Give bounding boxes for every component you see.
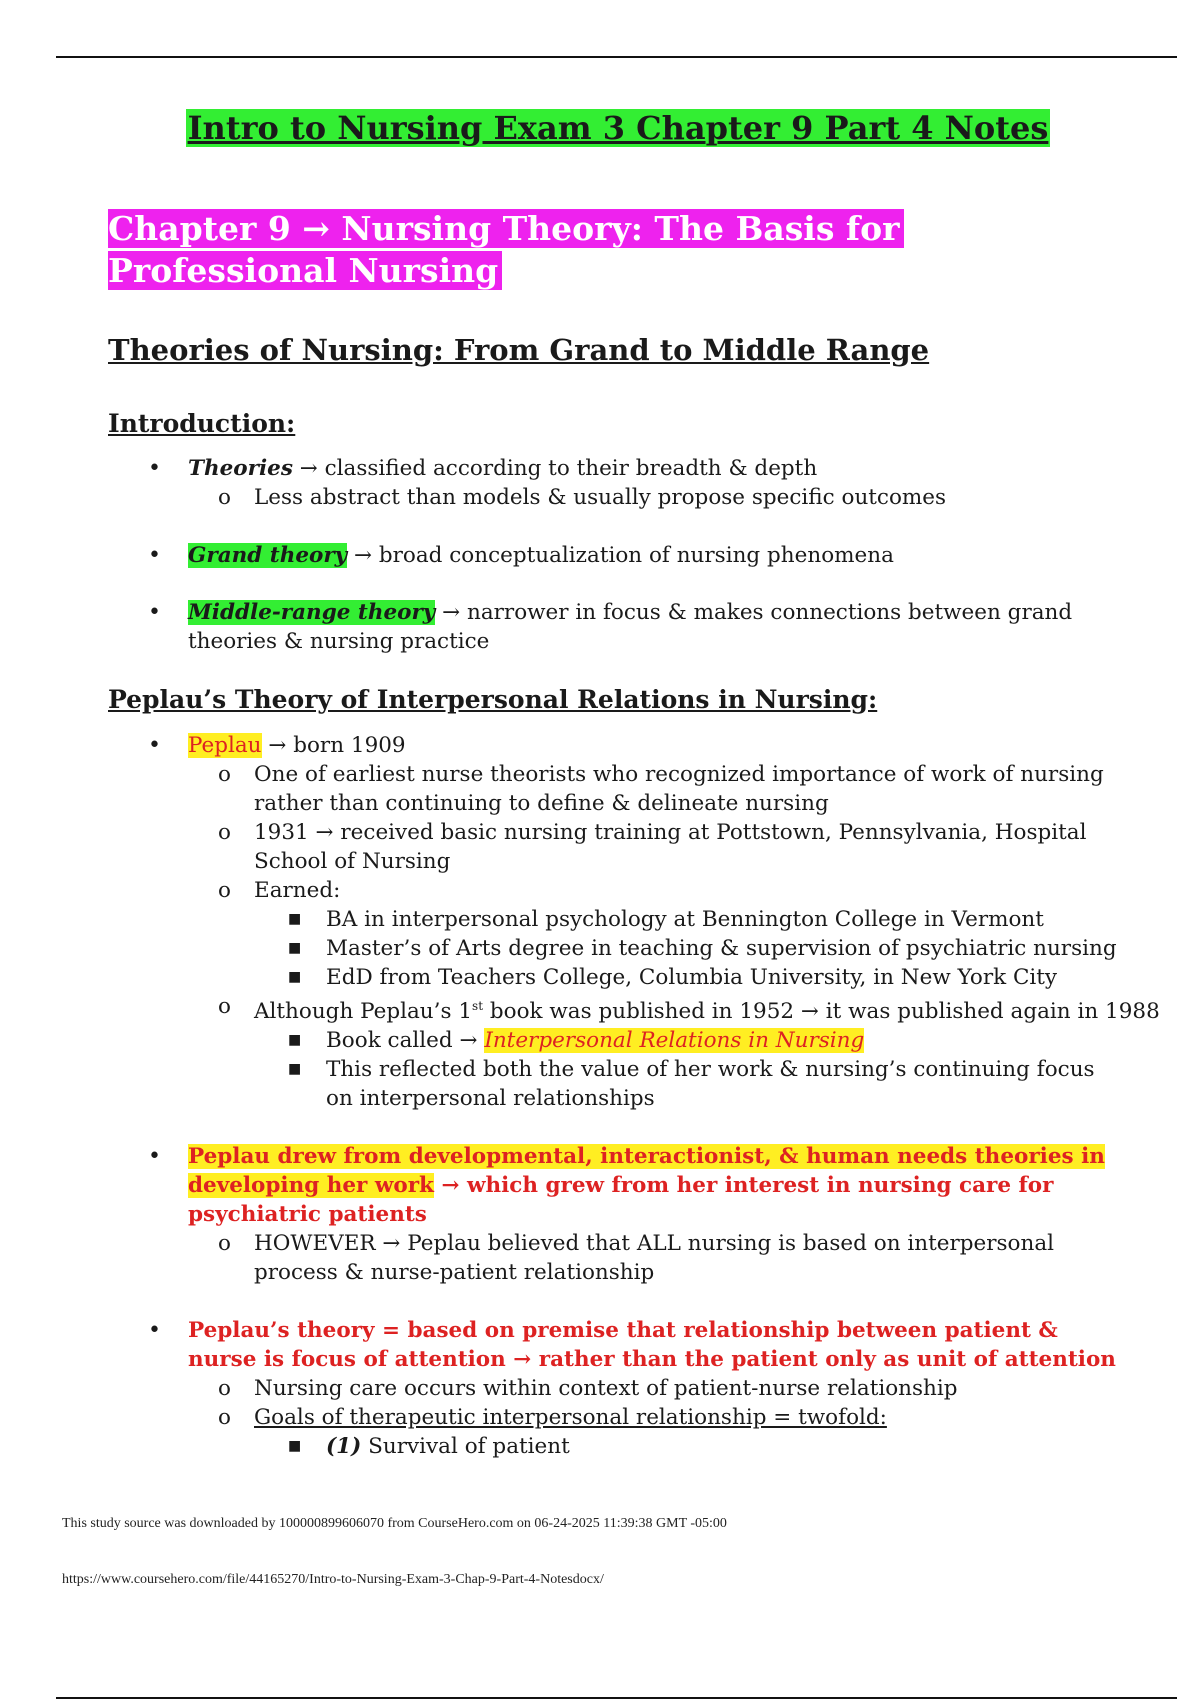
- peplau-premise: Peplau’s theory = based on premise that relationship between patient & nurse is focus of attention → rather than the patient only as unit of attention: [188, 1318, 1116, 1373]
- list-item: o One of earliest nurse theorists who recognized importance of work of nursing rather than continuing to define & delineate nursing: [218, 762, 1104, 816]
- square-bullet-icon: ■: [288, 1438, 302, 1455]
- list-item: ■ This reflected both the value of her work & nursing’s continuing focus on interpersonal relationships: [288, 1057, 1095, 1112]
- peplau-name: Peplau: [188, 733, 262, 758]
- introduction-list: [0, 454, 1200, 656]
- list-item: • Peplau → born 1909: [148, 733, 406, 758]
- square-bullet-icon: ■: [288, 969, 302, 985]
- square-bullet-icon: ■: [288, 911, 302, 927]
- list-item: • Middle-range theory → narrower in focus & makes connections between grand theories & nursing practice: [148, 600, 1073, 654]
- circle-bullet-icon: o: [218, 1231, 231, 1257]
- chapter-heading: Chapter 9 → Nursing Theory: The Basis for Professional Nursing: [108, 208, 1068, 292]
- square-bullet-icon: ■: [288, 1061, 302, 1078]
- circle-bullet-icon: o: [218, 485, 231, 510]
- square-bullet-icon: ■: [288, 1032, 302, 1049]
- document-title: Intro to Nursing Exam 3 Chapter 9 Part 4 Notes: [187, 109, 1049, 147]
- list-item: o Goals of therapeutic interpersonal relationship = twofold:: [218, 1405, 887, 1431]
- list-item: ■ (1) Survival of patient: [288, 1434, 570, 1460]
- theories-desc: → classified according to their breadth & depth: [299, 456, 818, 481]
- list-item: o Nursing care occurs within context of patient-nurse relationship: [218, 1376, 958, 1402]
- square-bullet-icon: ■: [288, 940, 302, 956]
- bullet-icon: •: [148, 543, 161, 568]
- peplau-heading: Peplau’s Theory of Interpersonal Relations in Nursing:: [108, 685, 878, 714]
- source-url[interactable]: https://www.coursehero.com/file/44165270/Intro-to-Nursing-Exam-3-Chap-9-Part-4-Notesdocx/: [62, 1572, 604, 1587]
- circle-bullet-icon: o: [218, 820, 231, 845]
- circle-bullet-icon: o: [218, 762, 231, 787]
- book-title: Interpersonal Relations in Nursing: [484, 1028, 865, 1054]
- circle-bullet-icon: o: [218, 1405, 231, 1431]
- list-item: • Peplau drew from developmental, interactionist, & human needs theories in developing her work → which grew from her interest in nursing care for psychiatric patients: [148, 1144, 1105, 1228]
- bullet-icon: •: [148, 733, 161, 758]
- download-source-notice: This study source was downloaded by 100000899606070 from CourseHero.com on 06-24-2025 11:39:38 GMT -05:00: [62, 1516, 727, 1531]
- bullet-icon: •: [148, 600, 161, 625]
- list-item: • Grand theory → broad conceptualization of nursing phenomena: [148, 543, 894, 568]
- peplau-drew-highlight: Peplau drew from developmental, interactionist, & human needs theories in developing her work: [188, 1144, 1105, 1199]
- introduction-heading: Introduction:: [108, 409, 296, 438]
- list-item: ■ Master’s of Arts degree in teaching & supervision of psychiatric nursing: [288, 936, 1117, 961]
- circle-bullet-icon: o: [218, 878, 231, 903]
- list-item: o 1931 → received basic nursing training at Pottstown, Pennsylvania, Hospital School of Nursing: [218, 820, 1087, 874]
- grand-theory-term: Grand theory: [188, 543, 348, 568]
- list-item: o Although Peplau’s 1st book was published in 1952 → it was published again in 1988: [218, 994, 1160, 1025]
- circle-bullet-icon: o: [218, 1376, 231, 1402]
- list-item: ■ BA in interpersonal psychology at Bennington College in Vermont: [288, 907, 1044, 932]
- bullet-icon: •: [148, 1318, 161, 1344]
- list-item: [0, 454, 1200, 483]
- list-item: o Earned:: [218, 878, 341, 903]
- bullet-icon: •: [148, 1144, 161, 1170]
- bullet-icon: •: [148, 456, 161, 481]
- middle-range-theory-term: Middle-range theory: [188, 600, 436, 625]
- list-item: o HOWEVER → Peplau believed that ALL nursing is based on interpersonal process & nurse-patient relationship: [218, 1231, 1055, 1286]
- section-heading: Theories of Nursing: From Grand to Middle Range: [108, 333, 930, 367]
- list-item: o Less abstract than models & usually propose specific outcomes: [218, 485, 947, 510]
- theories-term: Theories: [188, 456, 293, 481]
- peplau-list: [0, 731, 1200, 1461]
- list-item: [0, 1316, 1120, 1374]
- top-rule: [56, 56, 1177, 58]
- list-item: ■ EdD from Teachers College, Columbia University, in New York City: [288, 965, 1058, 990]
- circle-bullet-icon: o: [218, 994, 231, 1019]
- list-item: ■ Book called → Interpersonal Relations in Nursing: [288, 1028, 865, 1054]
- bottom-rule: [56, 1697, 1177, 1699]
